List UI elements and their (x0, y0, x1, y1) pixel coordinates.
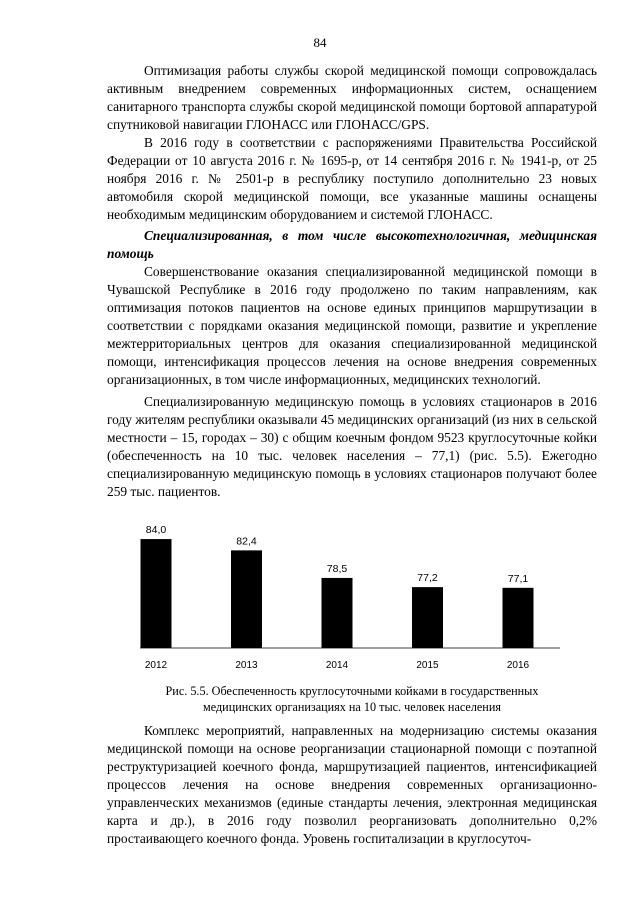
paragraph-specialized-care: Совершенствование оказания специализированной медицинской помощи в Чувашской Республике в 2016 году продолжено по таким направлениям, как оптимизация потоков пациентов на основе единых принципов маршрутизации в соответствии с порядками оказания медицинской помощи, развитие и укрепление межтерриториальных центров для оказания специализированной медицинской помощи, интенсификация процессов лечения на основе внедрения современных организационных, в том числе информационных, медицинских технологий. (107, 264, 597, 387)
x-tick-label-2016: 2016 (506, 660, 530, 671)
section-heading: Специализированная, в том числе высокотехнологичная, медицинская помощь (107, 228, 597, 261)
bar-2014 (322, 578, 353, 648)
page-number: 84 (313, 35, 327, 50)
bar-chart (140, 512, 560, 672)
paragraph-hospitals: Специализированную медицинскую помощь в условиях стационаров в 2016 году жителям республики оказывали 45 медицинских организаций (из них в сельской местности – 15, городах – 30) с общим коечным фондом 9523 круглосуточные койки (обеспеченность на 10 тыс. человек населения – 77,1) (рис. 5.5). Ежегодно специализированную медицинскую помощь в условиях стационаров получают более 259 тыс. пациентов. (107, 394, 597, 499)
bar-2015 (412, 587, 443, 648)
caption-line-1: Рис. 5.5. Обеспеченность круглосуточными койками в государственных (165, 684, 539, 698)
bar-2013 (231, 550, 262, 648)
paragraph-ambulance-vehicles: В 2016 году в соответствии с распоряжениями Правительства Российской Федерации от 10 августа 2016 г. № 1695-р, от 14 сентября 2016 г. № 1941-р, от 25 ноября 2016 г. № 2501-р в республику поступило дополнительно 23 новых автомобиля скорой медицинской помощи, все указанные машины оснащены необходимым медицинским оборудованием и системой ГЛОНАСС. (107, 135, 597, 222)
paragraph-glonass: Оптимизация работы службы скорой медицинской помощи сопровождалась активным внедрением современных информационных систем, оснащением санитарного транспорта службы скорой медицинской помощи бортовой аппаратурой спутниковой навигации ГЛОНАСС или ГЛОНАСС/GPS. (107, 63, 597, 132)
bar-value-label-2014: 78,5 (326, 562, 348, 575)
bar-value-label-2013: 82,4 (236, 535, 257, 548)
figure-caption (107, 683, 597, 715)
x-tick-label-2015: 2015 (416, 660, 439, 671)
bar-2012 (141, 539, 172, 648)
x-tick-label-2013: 2013 (235, 660, 258, 671)
bar-value-label-2012: 84,0 (145, 524, 167, 537)
paragraph-modernization: Комплекс мероприятий, направленных на модернизацию системы оказания медицинской помощи на основе реорганизации стационарной помощи с поэтапной реструктуризацией коечного фонда, маршрутизацией пациентов, интенсификацией процессов лечения на основе внедрения современных организационно-управленческих механизмов (единые стандарты лечения, электронная медицинская карта и др.), в 2016 году позволил реорганизовать дополнительно 0,2% простаивающего коечного фонда. Уровень госпитализации в круглосуточ- (107, 723, 597, 846)
bar-2016 (503, 588, 534, 648)
bar-value-label-2015: 77,2 (417, 572, 438, 585)
caption-line-2: медицинских организациях на 10 тыс. человек населения (203, 700, 501, 714)
x-tick-label-2014: 2014 (325, 660, 349, 671)
bar-value-label-2016: 77,1 (507, 572, 529, 585)
x-tick-label-2012: 2012 (144, 660, 168, 671)
